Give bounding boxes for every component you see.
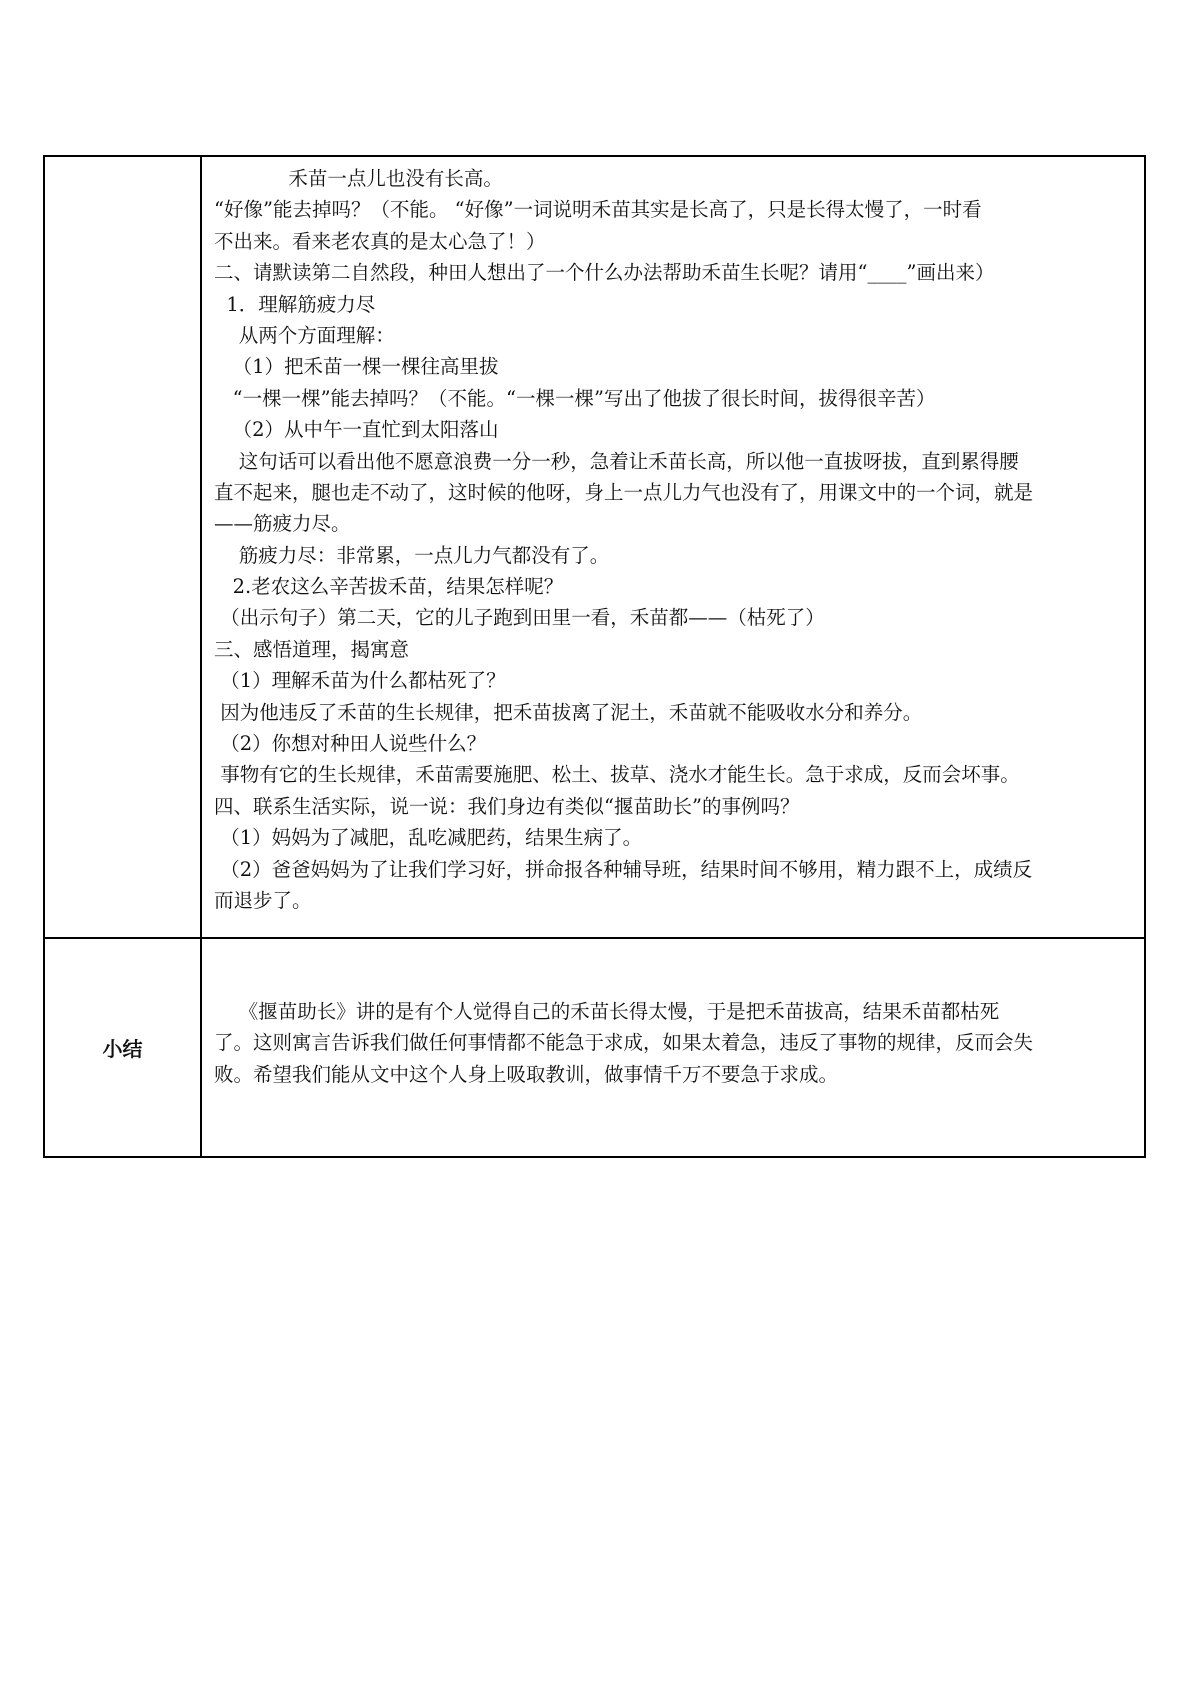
text-line: 筋疲力尽：非常累，一点儿力气都没有了。	[214, 543, 610, 567]
text-line: （1）妈妈为了减肥，乱吃减肥药，结果生病了。	[214, 826, 643, 850]
text-line: （1）把禾苗一棵一棵往高里拔	[214, 355, 499, 379]
lesson-plan-table	[43, 155, 1146, 1158]
text-line: （2）从中午一直忙到太阳落山	[214, 418, 499, 442]
text-line: 1．理解筋疲力尽	[214, 292, 376, 316]
table-row	[45, 157, 1144, 937]
text-line: （2）你想对种田人说些什么？	[214, 732, 487, 756]
text-line: 二、请默读第二自然段，种田人想出了一个什么办法帮助禾苗生长呢？请用“____”画出来）	[214, 261, 995, 285]
text-line: 从两个方面理解：	[214, 323, 395, 347]
text-line: 禾苗一点儿也没有长高。	[214, 167, 503, 190]
text-line: 而退步了。	[214, 888, 312, 912]
text-line: 不出来。看来老农真的是太心急了！）	[214, 229, 546, 253]
text-line: （1）理解禾苗为什么都枯死了？	[214, 669, 506, 693]
summary-content	[202, 939, 1144, 1156]
text-line: 了。这则寓言告诉我们做任何事情都不能急于求成，如果太着急，违反了事物的规律，反而会失	[214, 1031, 1034, 1055]
text-line: ——筋疲力尽。	[214, 512, 351, 536]
row-label-cell	[45, 939, 202, 1156]
teaching-process-content	[202, 157, 1144, 937]
text-line: “好像”能去掉吗？（不能。 “好像”一词说明禾苗其实是长高了，只是长得太慢了，一时看	[214, 198, 982, 222]
text-line: 《揠苗助长》讲的是有个人觉得自己的禾苗长得太慢，于是把禾苗拔高，结果禾苗都枯死	[214, 1000, 1000, 1023]
table-row	[45, 937, 1144, 1156]
text-line: 因为他违反了禾苗的生长规律，把禾苗拔离了泥土，禾苗就不能吸收水分和养分。	[214, 700, 923, 724]
text-line: 败。希望我们能从文中这个人身上吸取教训，做事情千万不要急于求成。	[214, 1062, 839, 1086]
text-line: 四、联系生活实际，说一说：我们身边有类似“揠苗助长”的事例吗？	[214, 794, 800, 818]
text-line: 直不起来，腿也走不动了，这时候的他呀，身上一点儿力气也没有了，用课文中的一个词，就是	[214, 480, 1034, 504]
summary-label: 小结	[102, 1037, 143, 1061]
text-line: 2.老农这么辛苦拔禾苗，结果怎样呢？	[214, 575, 564, 599]
text-line: 三、感悟道理，揭寓意	[214, 637, 410, 661]
text-line: “一棵一棵”能去掉吗？（不能。“一棵一棵”写出了他拔了很长时间，拔得很辛苦）	[214, 386, 936, 410]
text-line: 这句话可以看出他不愿意浪费一分一秒，急着让禾苗长高，所以他一直拔呀拔，直到累得腰	[214, 449, 1019, 473]
text-line: （2）爸爸妈妈为了让我们学习好，拼命报各种辅导班，结果时间不够用，精力跟不上，成绩反	[214, 857, 1033, 881]
text-line: （出示句子）第二天，它的儿子跑到田里一看，禾苗都——（枯死了）	[214, 606, 825, 630]
row-label-cell	[45, 157, 202, 937]
text-line: 事物有它的生长规律，禾苗需要施肥、松土、拔草、浇水才能生长。急于求成，反而会坏事。	[214, 763, 1020, 787]
